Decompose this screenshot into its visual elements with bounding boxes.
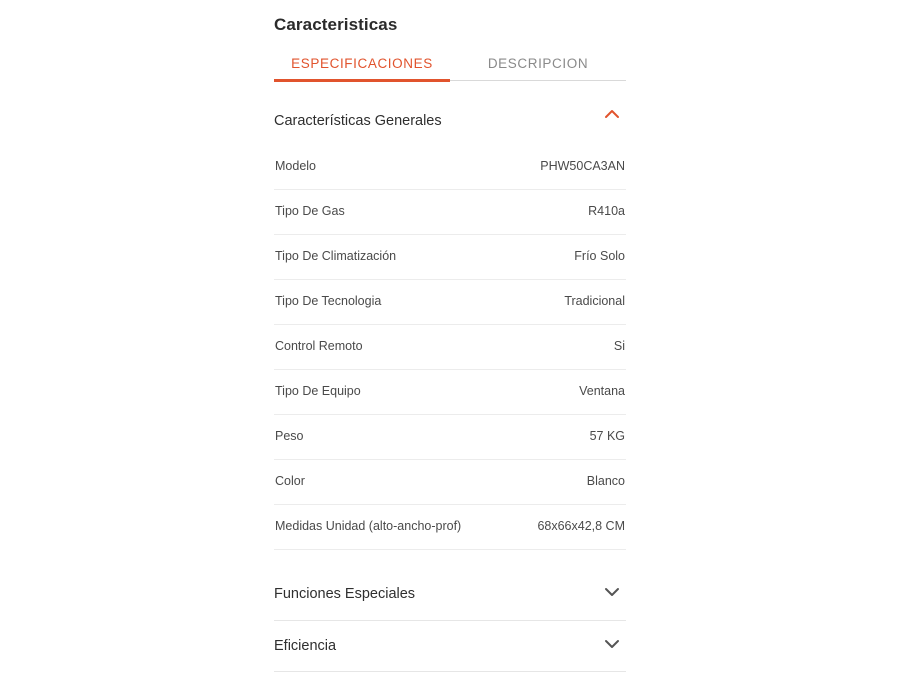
spec-label: Color [275, 474, 305, 488]
spec-label: Tipo De Equipo [275, 384, 361, 398]
spec-value: Frío Solo [574, 249, 625, 263]
spec-table [274, 145, 626, 550]
accordion-header-special-functions[interactable] [274, 580, 626, 610]
spec-value: 68x66x42,8 CM [537, 519, 625, 533]
spec-label: Modelo [275, 159, 316, 173]
tab-bar [274, 52, 626, 81]
active-tab-indicator [274, 79, 450, 82]
tab-specifications[interactable] [274, 56, 450, 80]
table-row [274, 280, 626, 325]
spec-value: PHW50CA3AN [540, 159, 625, 173]
chevron-down-icon[interactable] [604, 586, 620, 598]
spec-label: Tipo De Gas [275, 204, 345, 218]
table-row [274, 370, 626, 415]
tab-description[interactable] [450, 56, 626, 80]
table-row [274, 325, 626, 370]
spec-label: Tipo De Climatización [275, 249, 397, 263]
spec-value: Si [613, 339, 625, 353]
table-row [274, 145, 626, 190]
table-row [274, 505, 626, 550]
spec-label: Tipo De Tecnologia [275, 294, 382, 308]
table-row [274, 190, 626, 235]
spec-value: R410a [588, 204, 625, 218]
chevron-down-icon[interactable] [604, 638, 620, 650]
table-row [274, 415, 626, 460]
tab-description-label: DESCRIPCION [487, 56, 589, 71]
tab-specifications-label: ESPECIFICACIONES [291, 56, 433, 71]
page-title: Caracteristicas [274, 15, 398, 34]
accordion-title-general: Características Generales [274, 113, 442, 129]
accordion-header-efficiency[interactable] [274, 632, 626, 662]
chevron-up-icon[interactable] [604, 108, 620, 120]
spec-label: Control Remoto [275, 339, 363, 353]
accordion-title-efficiency: Eficiencia [274, 638, 337, 654]
accordion-title-special-functions: Funciones Especiales [274, 586, 416, 602]
table-row [274, 460, 626, 505]
spec-label: Medidas Unidad (alto-ancho-prof) [275, 519, 462, 533]
spec-value: 57 KG [589, 429, 625, 443]
spec-value: Blanco [586, 474, 625, 488]
section-divider [274, 671, 626, 672]
spec-value: Ventana [579, 384, 625, 398]
spec-label: Peso [275, 429, 304, 443]
section-divider [274, 620, 626, 621]
table-row [274, 235, 626, 280]
spec-value: Tradicional [564, 294, 625, 308]
accordion-header-general[interactable] [274, 107, 626, 137]
